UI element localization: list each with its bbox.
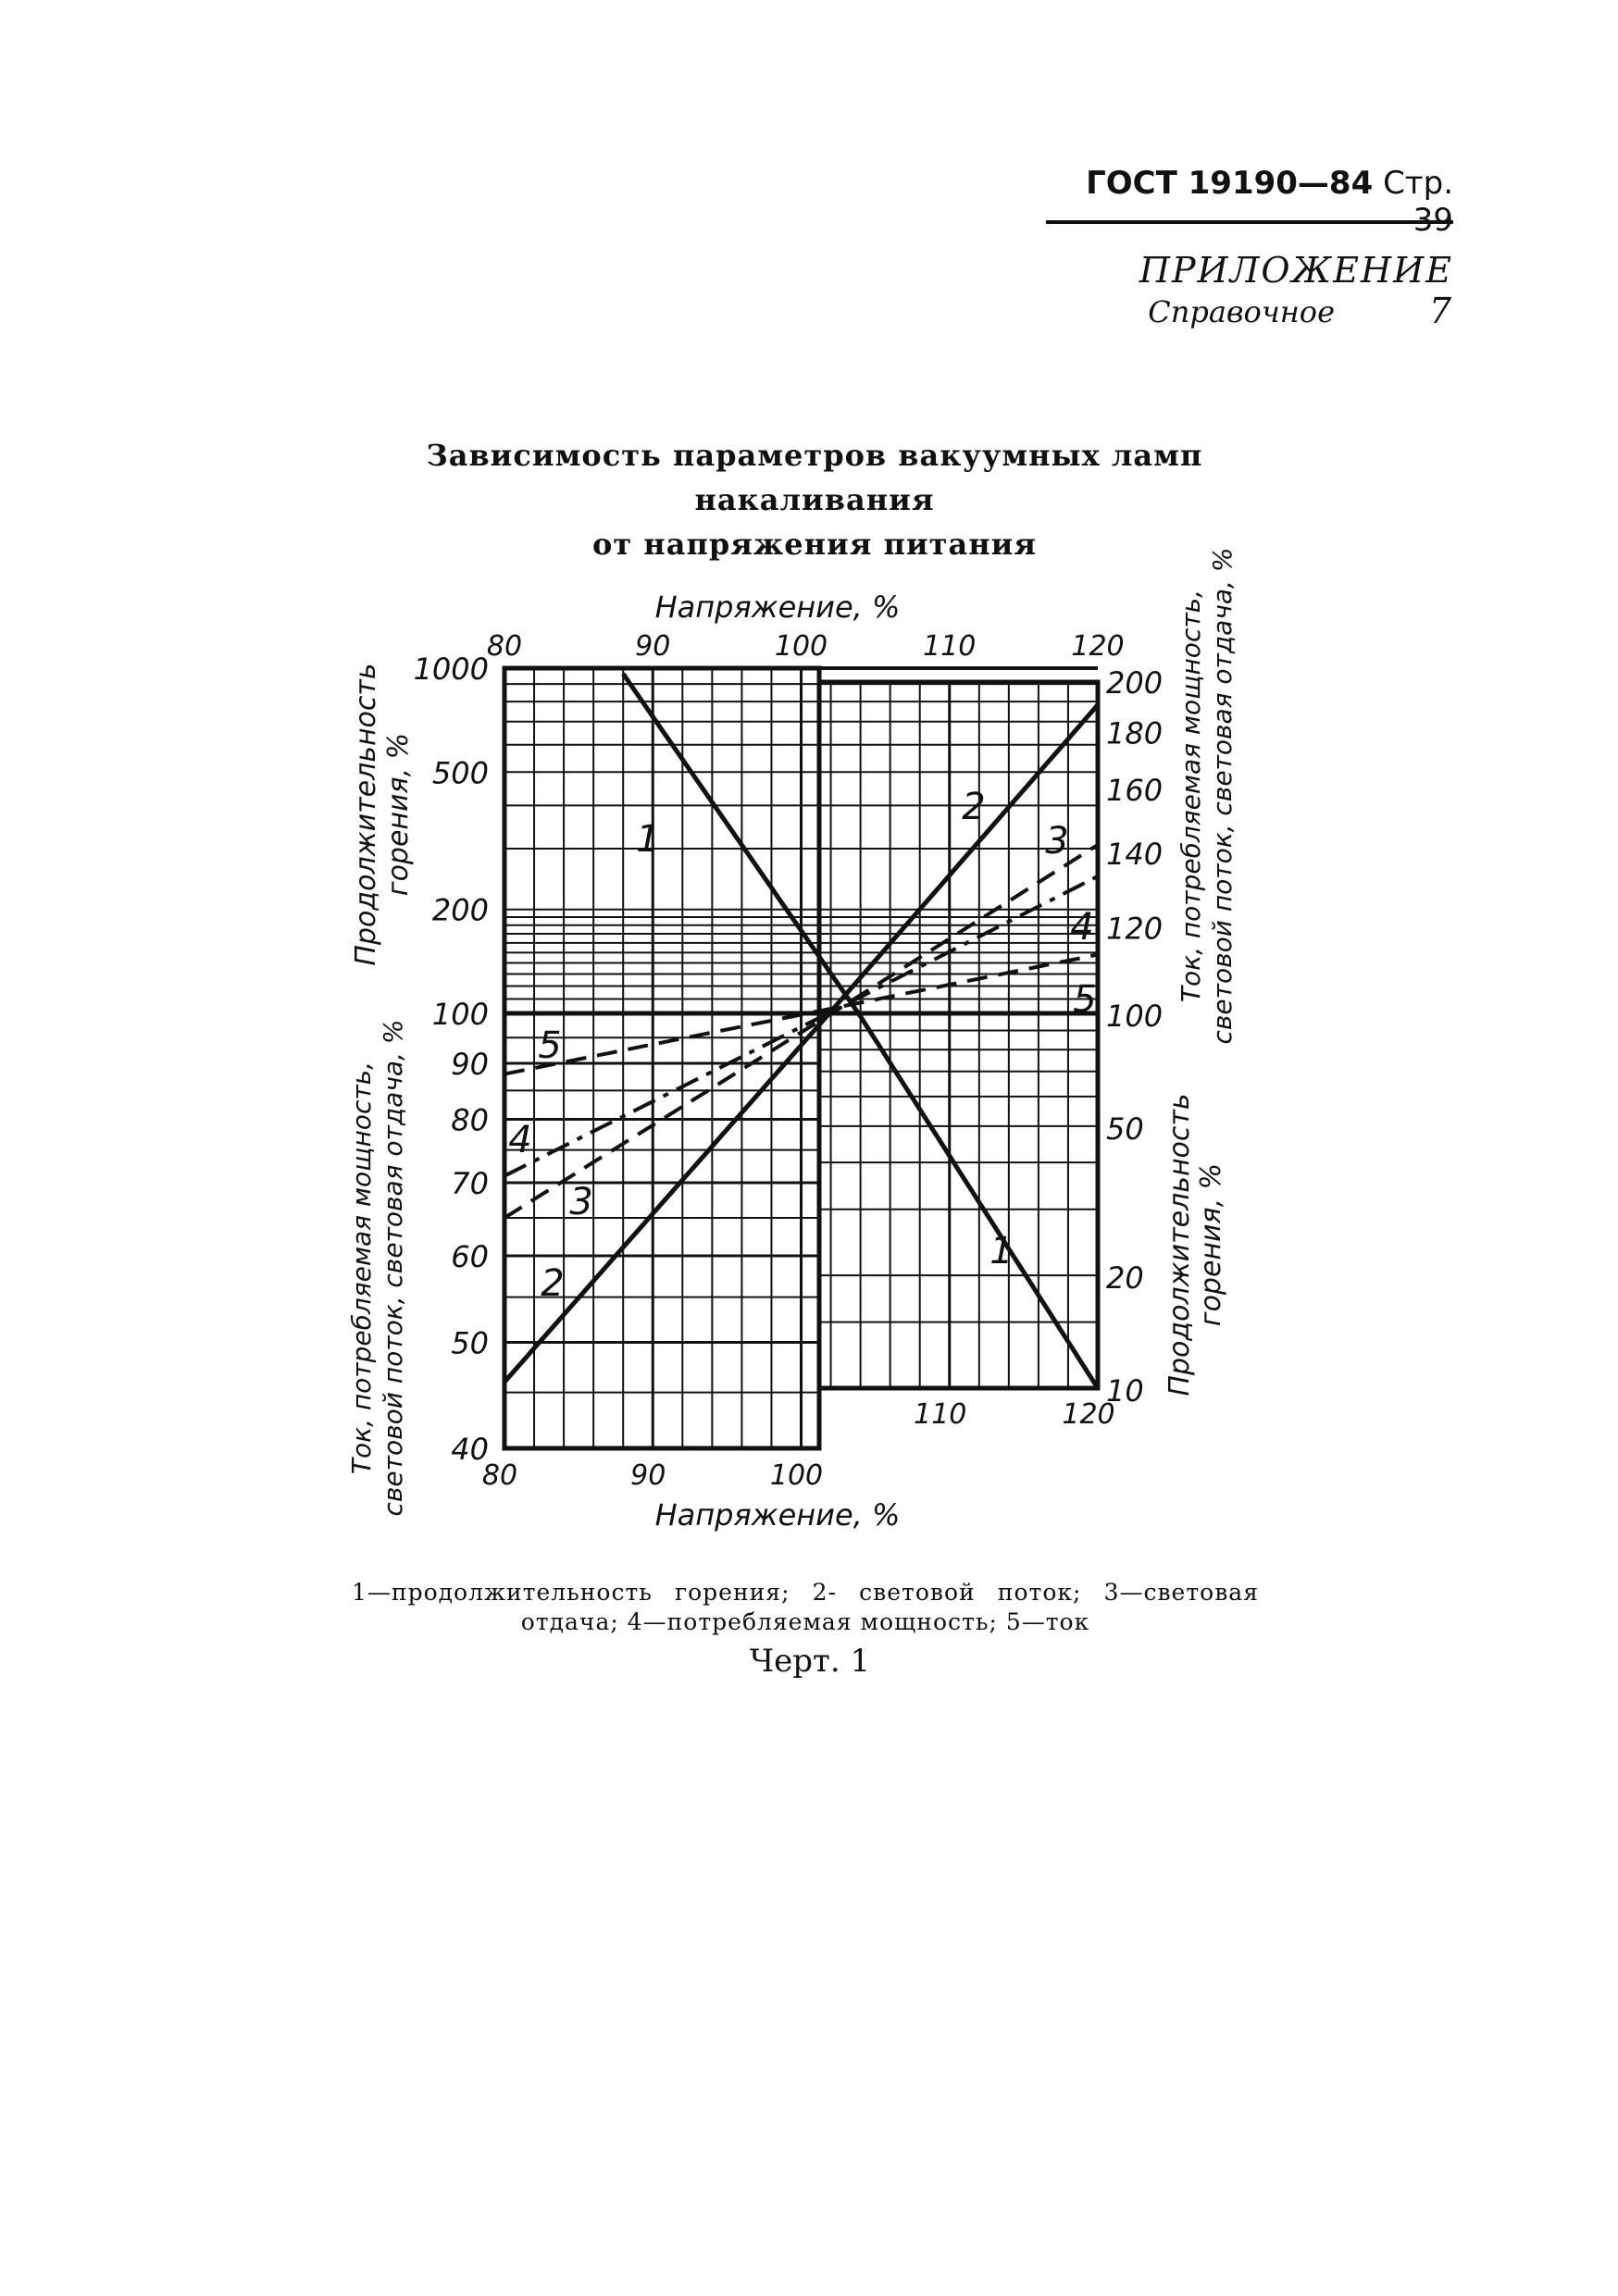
x-tick-label-top: 120 — [1071, 630, 1125, 663]
y-tick-label-right: 10 — [1106, 1373, 1144, 1409]
y-axis-title-right-top: световой поток, световая отдача, % — [1207, 547, 1238, 1045]
chart-labels — [346, 548, 1238, 1533]
series-label-2: 2 — [962, 786, 986, 828]
y-tick-label-left: 100 — [431, 997, 489, 1032]
y-axis-title-right-top: Ток, потребляемая мощность, — [1176, 589, 1206, 1003]
x-tick-label-bottom: 120 — [1062, 1398, 1115, 1431]
y-tick-label-left: 40 — [451, 1432, 489, 1467]
series-label-1: 1 — [989, 1230, 1014, 1272]
appendix-subtitle: Справочное — [1148, 294, 1335, 329]
y-axis-title-right-bottom: Продолжительность — [1164, 1093, 1196, 1396]
y-axis-title-right-bottom: горения, % — [1195, 1162, 1227, 1327]
figure-title-line-1: Зависимость параметров вакуумных ламп накаливания — [426, 438, 1203, 517]
series-label-2: 2 — [541, 1262, 565, 1305]
figure-caption: Черт. 1 — [749, 1643, 871, 1680]
y-tick-label-right: 180 — [1106, 715, 1164, 751]
y-axis-title-left-top: Продолжительность — [350, 663, 382, 966]
x-tick-label-bottom: 100 — [769, 1459, 824, 1492]
y-tick-label-right: 200 — [1106, 665, 1164, 701]
x-tick-label-bottom: 80 — [481, 1459, 518, 1492]
x-tick-label-bottom: 110 — [914, 1398, 967, 1431]
x-axis-title-top: Напряжение, % — [654, 590, 901, 625]
y-axis-title-left-top: горения, % — [382, 732, 415, 897]
y-tick-label-left: 60 — [451, 1239, 489, 1275]
y-tick-label-left: 70 — [451, 1165, 489, 1201]
y-tick-label-right: 160 — [1106, 772, 1164, 808]
series-label-5: 5 — [1073, 978, 1097, 1021]
y-tick-label-right: 120 — [1106, 911, 1164, 947]
x-tick-label-top: 100 — [774, 630, 828, 663]
y-tick-label-right: 20 — [1106, 1260, 1144, 1297]
series-label-1: 1 — [636, 818, 660, 861]
page-number: Стр. 39 — [1383, 165, 1453, 239]
y-tick-label-left: 80 — [451, 1102, 489, 1138]
y-tick-label-right: 50 — [1106, 1111, 1144, 1147]
y-tick-label-right: 140 — [1106, 837, 1164, 873]
figure-legend: 1—продолжительность горения; 2- световой поток; 3—световая отдача; 4—потребляемая мощность; 5—ток — [352, 1579, 1259, 1635]
y-tick-label-left: 200 — [431, 892, 489, 928]
series-label-3: 3 — [1045, 820, 1069, 863]
x-tick-label-top: 90 — [635, 630, 671, 663]
appendix-title: ПРИЛОЖЕНИЕ 7 — [1139, 250, 1453, 331]
y-axis-title-left-bottom: световой поток, световая отдача, % — [378, 1019, 408, 1517]
series-label-5: 5 — [538, 1024, 562, 1067]
y-tick-label-right: 100 — [1106, 999, 1164, 1034]
x-tick-label-top: 80 — [486, 630, 523, 663]
x-tick-label-bottom: 90 — [630, 1459, 666, 1492]
figure-title-line-2: от напряжения питания — [591, 527, 1038, 562]
series-label-3: 3 — [569, 1181, 593, 1223]
document-id: ГОСТ 19190—84 — [1086, 165, 1374, 202]
series-label-4: 4 — [508, 1119, 532, 1161]
y-tick-label-left: 500 — [431, 755, 489, 791]
y-axis-title-left-bottom: Ток, потребляемая мощность, — [346, 1061, 377, 1475]
chart-grid — [504, 668, 1098, 1448]
y-tick-label-left: 50 — [451, 1325, 489, 1361]
y-tick-label-left: 90 — [451, 1047, 489, 1083]
x-axis-title-bottom: Напряжение, % — [654, 1497, 901, 1533]
x-tick-label-top: 110 — [923, 630, 977, 663]
series-label-4: 4 — [1070, 906, 1094, 949]
y-tick-label-left: 1000 — [413, 652, 489, 687]
